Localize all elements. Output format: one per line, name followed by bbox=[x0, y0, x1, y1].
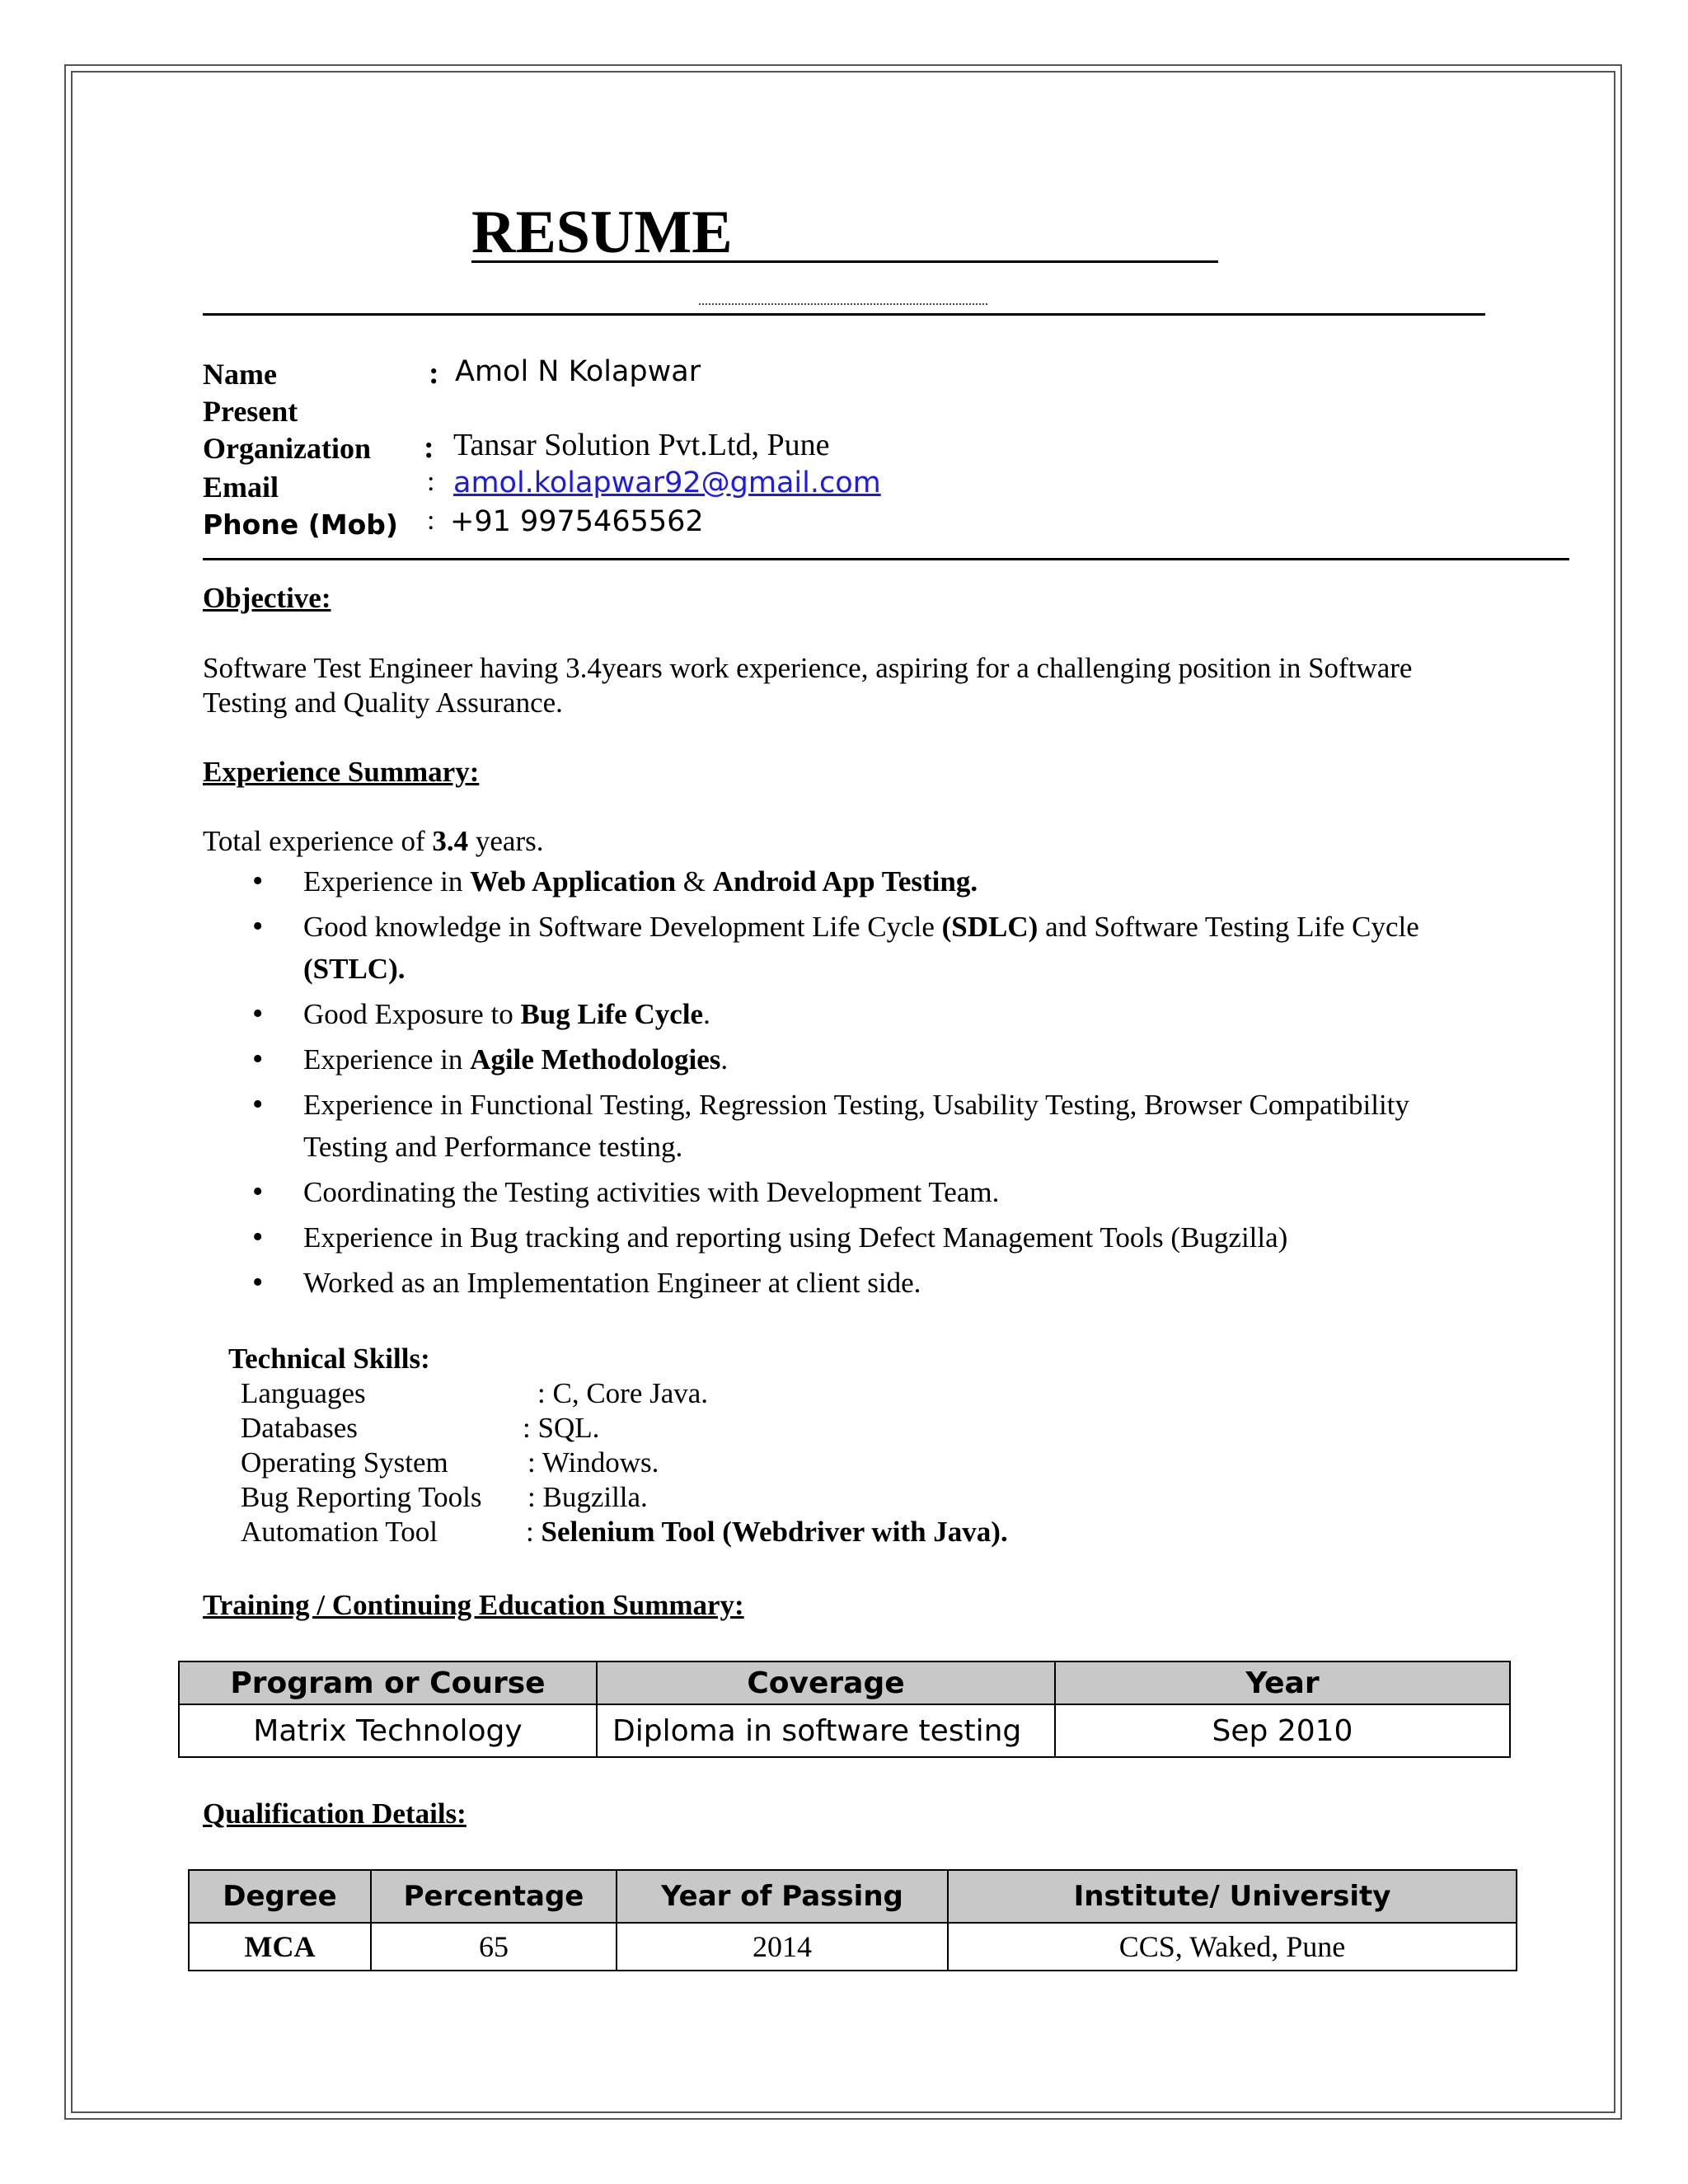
phone-value: +91 9975465562 bbox=[450, 505, 704, 538]
column-header: Program or Course bbox=[179, 1661, 597, 1704]
list-item: • Experience in Web Application & Android App Testing. bbox=[252, 860, 1538, 902]
table-row bbox=[179, 1704, 1510, 1757]
info-rule bbox=[203, 558, 1569, 560]
list-item: • Good knowledge in Software Development Life Cycle (SDLC) and Software Testing Life Cycle (STLC). bbox=[252, 906, 1538, 990]
column-header: Institute/ University bbox=[948, 1870, 1517, 1923]
present-label: Present bbox=[203, 395, 298, 428]
total-experience: Total experience of 3.4 years. bbox=[203, 825, 544, 857]
title-underline bbox=[471, 260, 1218, 263]
skill-label-bug-tools: Bug Reporting Tools bbox=[241, 1481, 482, 1513]
header-rule bbox=[203, 313, 1485, 316]
name-label: Name bbox=[203, 358, 277, 391]
resume-title: RESUME bbox=[471, 199, 733, 266]
phone-colon: : bbox=[427, 505, 435, 536]
training-heading: Training / Continuing Education Summary: bbox=[203, 1589, 744, 1621]
organization-value: Tansar Solution Pvt.Ltd, Pune bbox=[453, 428, 830, 462]
column-header: Year of Passing bbox=[617, 1870, 948, 1923]
skill-label-databases: Databases bbox=[241, 1412, 358, 1444]
table-cell: Sep 2010 bbox=[1055, 1704, 1510, 1757]
table-cell: Diploma in software testing bbox=[597, 1704, 1055, 1757]
column-header: Year bbox=[1055, 1661, 1510, 1704]
list-item: • Worked as an Implementation Engineer at client side. bbox=[252, 1262, 1538, 1304]
objective-heading: Objective: bbox=[203, 582, 331, 614]
skill-value-os: : Windows. bbox=[528, 1446, 659, 1479]
email-link[interactable]: amol.kolapwar92@gmail.com bbox=[453, 466, 881, 499]
list-item: • Coordinating the Testing activities with Development Team. bbox=[252, 1171, 1538, 1213]
organization-colon: : bbox=[424, 430, 434, 465]
skill-value-databases: : SQL. bbox=[523, 1412, 600, 1444]
qualification-heading: Qualification Details: bbox=[203, 1797, 467, 1830]
table-row bbox=[189, 1923, 1517, 1971]
name-value: Amol N Kolapwar bbox=[455, 355, 701, 388]
table-cell: MCA bbox=[189, 1923, 371, 1971]
list-item: • Good Exposure to Bug Life Cycle. bbox=[252, 993, 1538, 1035]
name-colon: : bbox=[429, 356, 439, 391]
experience-list bbox=[252, 860, 1538, 1307]
skill-value-languages: : C, Core Java. bbox=[537, 1377, 709, 1409]
objective-line-2: Testing and Quality Assurance. bbox=[203, 687, 563, 719]
dotted-separator bbox=[699, 303, 987, 305]
phone-label: Phone (Mob) bbox=[203, 509, 399, 541]
table-cell: CCS, Waked, Pune bbox=[948, 1923, 1517, 1971]
skill-label-languages: Languages bbox=[241, 1377, 366, 1409]
training-table bbox=[178, 1661, 1511, 1758]
column-header: Coverage bbox=[597, 1661, 1055, 1704]
skill-label-automation: Automation Tool bbox=[241, 1516, 438, 1548]
list-item: • Experience in Bug tracking and reporting using Defect Management Tools (Bugzilla) bbox=[252, 1216, 1538, 1258]
skill-label-os: Operating System bbox=[241, 1446, 448, 1479]
table-cell: 65 bbox=[371, 1923, 617, 1971]
skill-value-automation: : Selenium Tool (Webdriver with Java). bbox=[526, 1516, 1008, 1548]
experience-heading: Experience Summary: bbox=[203, 756, 480, 788]
email-label: Email bbox=[203, 471, 279, 504]
column-header: Degree bbox=[189, 1870, 371, 1923]
list-item: • Experience in Agile Methodologies. bbox=[252, 1038, 1538, 1080]
column-header: Percentage bbox=[371, 1870, 617, 1923]
table-header-row bbox=[189, 1870, 1517, 1923]
table-cell: Matrix Technology bbox=[179, 1704, 597, 1757]
email-colon: : bbox=[427, 466, 435, 497]
objective-line-1: Software Test Engineer having 3.4years work experience, aspiring for a challenging position in Software bbox=[203, 652, 1413, 684]
skill-value-bug-tools: : Bugzilla. bbox=[528, 1481, 648, 1513]
table-header-row bbox=[179, 1661, 1510, 1704]
organization-label: Organization bbox=[203, 432, 371, 465]
list-item: • Experience in Functional Testing, Regression Testing, Usability Testing, Browser Compatibility Testing and Performance testing. bbox=[252, 1084, 1538, 1168]
skills-heading: Technical Skills: bbox=[228, 1343, 430, 1375]
qualification-table bbox=[188, 1869, 1517, 1971]
table-cell: 2014 bbox=[617, 1923, 948, 1971]
